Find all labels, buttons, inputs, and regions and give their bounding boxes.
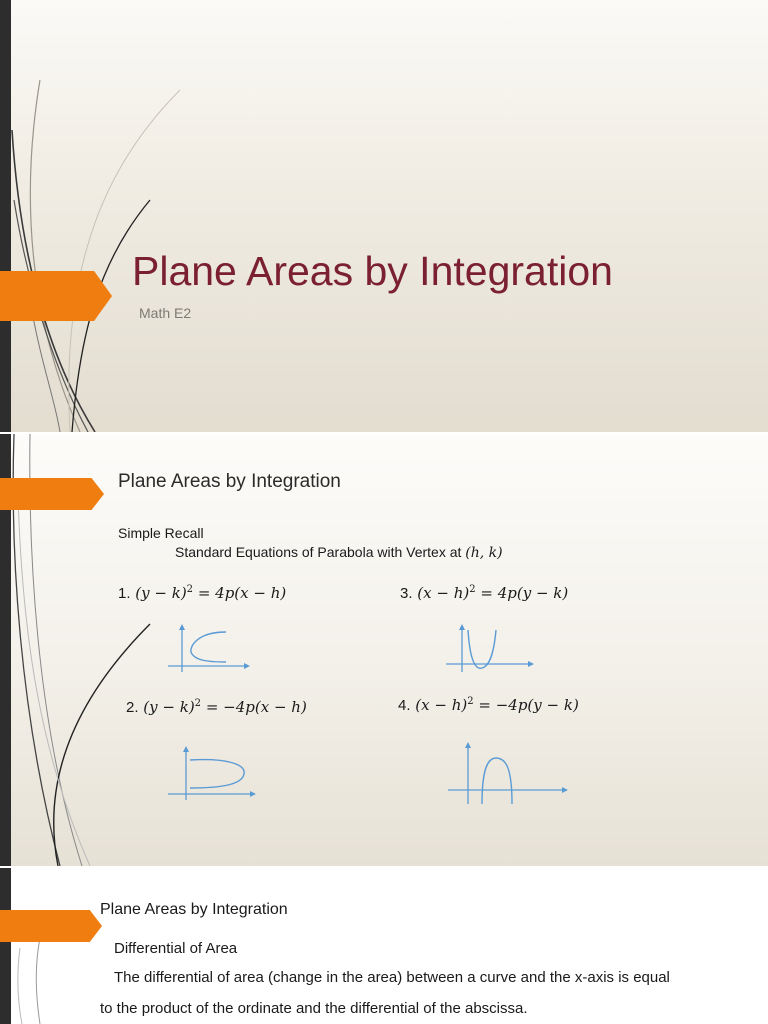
- equation-3: [400, 584, 568, 602]
- equation-rhs: = −4p(x − h): [201, 698, 307, 716]
- standard-equations-caption: [175, 544, 503, 561]
- vertex-notation: (h, k): [465, 545, 503, 561]
- equation-number: 1.: [118, 585, 131, 602]
- equation-rhs: = −4p(y − k): [473, 696, 579, 714]
- caption-text: Standard Equations of Parabola with Vertex at: [175, 544, 466, 560]
- equation-exponent: 2: [194, 698, 202, 709]
- equation-rhs: = 4p(y − k): [475, 584, 569, 602]
- equation-number: 3.: [400, 585, 413, 602]
- parabola-opens-left-graph-icon: [166, 742, 260, 802]
- section-heading: Differential of Area: [114, 940, 238, 957]
- parabola-opens-right-graph-icon: [166, 622, 250, 674]
- slide-title: Plane Areas by Integration: [100, 901, 288, 918]
- parabola-opens-down-graph-icon: [444, 738, 574, 806]
- orange-tab-marker: [0, 910, 102, 942]
- orange-tab-marker: [0, 271, 112, 321]
- decorative-curves: [0, 0, 200, 432]
- orange-tab-marker: [0, 478, 104, 510]
- equation-number: 2.: [126, 699, 139, 716]
- paragraph-line: The differential of area (change in the area) between a curve and the x-axis is equal: [114, 969, 670, 986]
- equation-lhs: (x − h): [415, 696, 468, 714]
- parabola-opens-up-graph-icon: [444, 622, 536, 674]
- title-slide: [0, 0, 768, 432]
- decorative-curves: [0, 868, 80, 1024]
- equation-lhs: (y − k): [143, 698, 195, 716]
- equation-1: [118, 584, 286, 602]
- recall-slide: [0, 434, 768, 866]
- equation-lhs: (y − k): [135, 584, 187, 602]
- equation-exponent: 2: [469, 584, 476, 595]
- slide-subtitle: Math E2: [139, 305, 192, 321]
- paragraph-line: to the product of the ordinate and the differential of the abscissa.: [100, 1000, 528, 1017]
- slide-title: Plane Areas by Integration: [132, 248, 613, 294]
- equation-exponent: 2: [467, 696, 474, 707]
- equation-4: [398, 696, 579, 714]
- slide-title: Plane Areas by Integration: [118, 471, 341, 492]
- equation-number: 4.: [398, 697, 411, 714]
- section-heading: Simple Recall: [118, 525, 204, 541]
- equation-lhs: (x − h): [417, 584, 470, 602]
- equation-exponent: 2: [186, 584, 194, 595]
- equation-rhs: = 4p(x − h): [193, 584, 287, 602]
- equation-2: [126, 698, 307, 716]
